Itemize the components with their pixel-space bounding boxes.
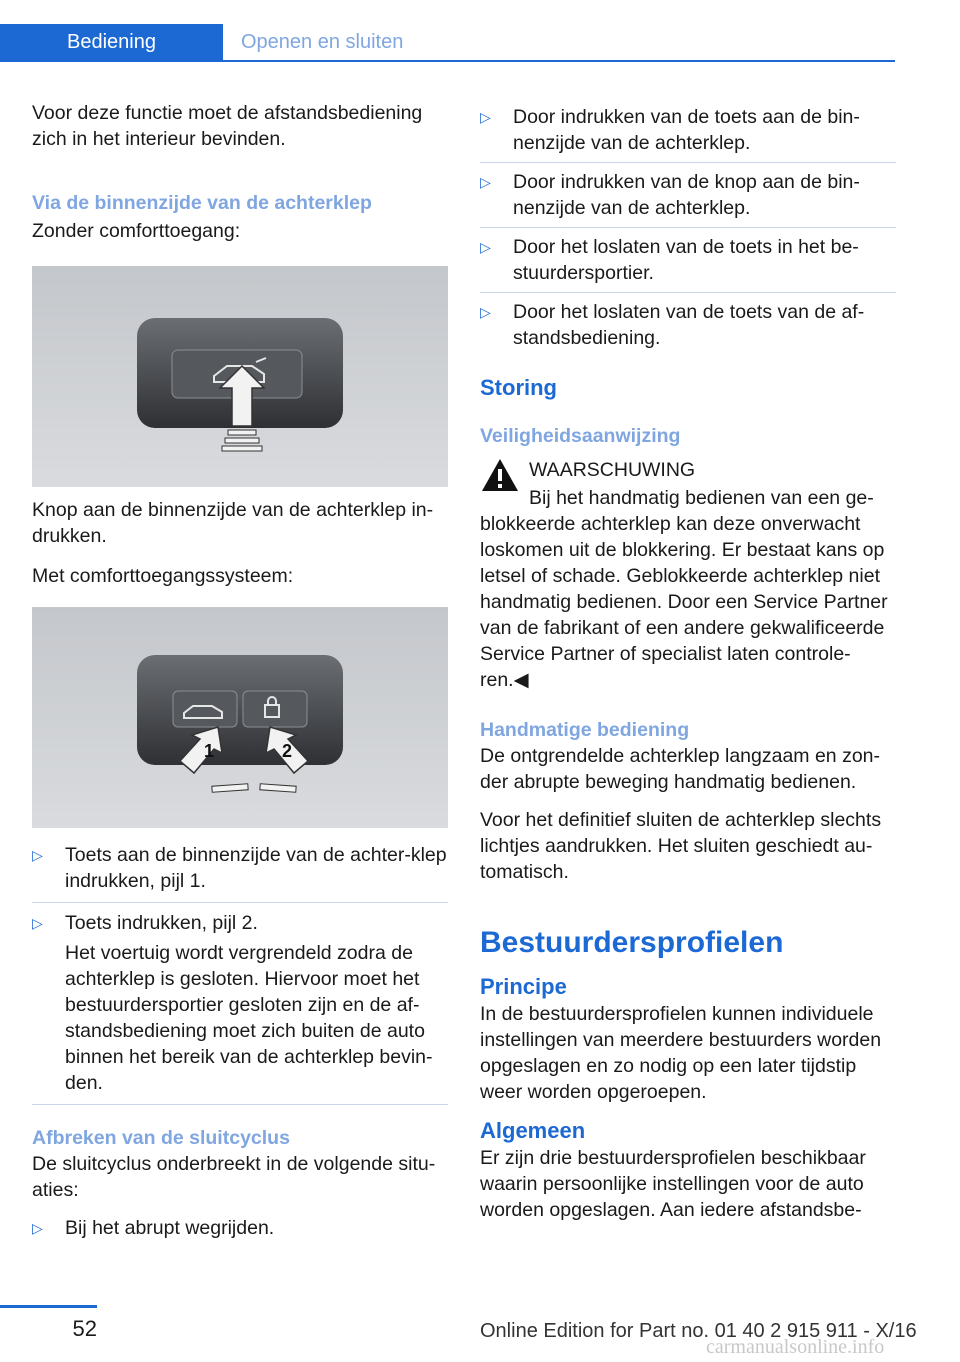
triangle-right-icon: ▷ bbox=[480, 239, 491, 255]
principle-paragraph: In de bestuurdersprofielen kunnen individuele instellingen van meerdere bestuurders worden opgeslagen en zo nodig op een later tijdstip weer worden opgeroepen. bbox=[480, 1003, 882, 1103]
list-item: ▷ Door het loslaten van de toets in het be-stuurdersportier. bbox=[480, 236, 859, 284]
triangle-right-icon: ▷ bbox=[480, 304, 491, 320]
warning-triangle-icon bbox=[480, 457, 520, 493]
tailgate-double-button-illustration bbox=[32, 607, 448, 828]
figure-tailgate-button-single bbox=[32, 266, 448, 487]
heading-storing: Storing bbox=[480, 375, 557, 400]
arrow-label-2: 2 bbox=[282, 741, 293, 761]
watermark: carmanualsonline.info bbox=[706, 1336, 885, 1358]
header-rule bbox=[0, 60, 895, 62]
intro-paragraph: Voor deze functie moet de afstandsbediening zich in het interieur bevinden. bbox=[32, 102, 423, 150]
manual-paragraph-2: Voor het definitief sluiten de achterklep slechts lichtjes aandrukken. Het sluiten geschiedt au-tomatisch. bbox=[480, 809, 882, 883]
arrow-label-1: 1 bbox=[204, 741, 215, 761]
subheading-via-binnenzijde: Via de binnenzijde van de achterklep bbox=[32, 192, 372, 214]
footer-rule bbox=[0, 1305, 97, 1308]
warning-block bbox=[480, 457, 896, 693]
list-item: ▷ Toets indrukken, pijl 2. Het voertuig wordt vergrendeld zodra de achterklep is gesloten. Hiervoor moet het bestuurdersportier gesloten zijn en de af-standsbediening moet zich buiten de auto binnen het bereik van de achterklep bevin-den. bbox=[32, 903, 448, 1096]
figure-tailgate-button-double bbox=[32, 607, 448, 828]
warning-text-first: Bij het handmatig bedienen van een ge- bbox=[529, 487, 874, 509]
general-paragraph: Er zijn drie bestuurdersprofielen beschikbaar waarin persoonlijke instellingen voor de auto worden opgeslagen. Aan iedere afstandsbe- bbox=[480, 1147, 866, 1221]
list-item: ▷ Door het loslaten van de toets van de af-standsbediening. bbox=[480, 301, 865, 349]
list-item: ▷ Toets aan de binnenzijde van de achter-klep indrukken, pijl 1. bbox=[32, 844, 447, 892]
edition-line: Online Edition for Part no. 01 40 2 915 911 - X/16 bbox=[480, 1320, 917, 1342]
header-tab-openen-en-sluiten: Openen en sluiten bbox=[241, 30, 404, 53]
list-item: ▷ Bij het abrupt wegrijden. bbox=[32, 1217, 275, 1239]
list-item: ▷ Door indrukken van de knop aan de bin-nenzijde van de achterklep. bbox=[480, 171, 860, 219]
list-interrupt-situations-continued bbox=[480, 100, 896, 351]
caption-single-button: Knop aan de binnenzijde van de achterklep in-drukken. bbox=[32, 499, 434, 547]
list-press-steps bbox=[32, 836, 448, 1096]
warning-title: WAARSCHUWING bbox=[529, 459, 696, 481]
triangle-right-icon: ▷ bbox=[480, 174, 491, 190]
header-tab-bediening: Bediening bbox=[0, 24, 223, 60]
list-interrupt-situations bbox=[32, 1211, 448, 1241]
warning-text-rest: blokkeerde achterklep kan deze onverwacht loskomen uit de blokkering. Er bestaat kans op letsel of schade. Geblokkeerde achterklep niet handmatig bedienen. Door een Service Partner van de fabrikant of een andere gekwalificeerde Service Partner of specialist laten controle-ren.◀ bbox=[480, 513, 888, 691]
heading-algemeen: Algemeen bbox=[480, 1118, 586, 1143]
triangle-right-icon: ▷ bbox=[32, 847, 43, 863]
subheading-handmatige-bediening: Handmatige bediening bbox=[480, 719, 690, 741]
cycle-intro-paragraph: De sluitcyclus onderbreekt in de volgende situ-aties: bbox=[32, 1153, 436, 1201]
subheading-veiligheidsaanwijzing: Veiligheidsaanwijzing bbox=[480, 425, 681, 447]
heading-principe: Principe bbox=[480, 974, 567, 999]
manual-paragraph-1: De ontgrendelde achterklep langzaam en zon-der abrupte beweging handmatig bedienen. bbox=[480, 745, 881, 793]
label-with-comfort: Met comforttoegangssysteem: bbox=[32, 565, 294, 587]
list-item: ▷ Door indrukken van de toets aan de bin-nenzijde van de achterklep. bbox=[480, 106, 860, 154]
subheading-afbreken: Afbreken van de sluitcyclus bbox=[32, 1127, 290, 1149]
triangle-right-icon: ▷ bbox=[32, 1220, 43, 1236]
triangle-right-icon: ▷ bbox=[32, 915, 43, 931]
label-without-comfort: Zonder comforttoegang: bbox=[32, 220, 241, 242]
page-number: 52 bbox=[72, 1316, 97, 1341]
page-header bbox=[0, 24, 895, 62]
tailgate-button-illustration bbox=[32, 266, 448, 487]
right-column bbox=[480, 100, 896, 1223]
list-note: Het voertuig wordt vergrendeld zodra de achterklep is gesloten. Hiervoor moet het bestuurdersportier gesloten zijn en de af-standsbediening moet zich buiten de auto binnen het bereik van de achterklep bevin-den. bbox=[65, 942, 433, 1094]
triangle-right-icon: ▷ bbox=[480, 109, 491, 125]
heading-bestuurdersprofielen: Bestuurdersprofielen bbox=[480, 926, 784, 959]
left-column bbox=[32, 100, 448, 1241]
